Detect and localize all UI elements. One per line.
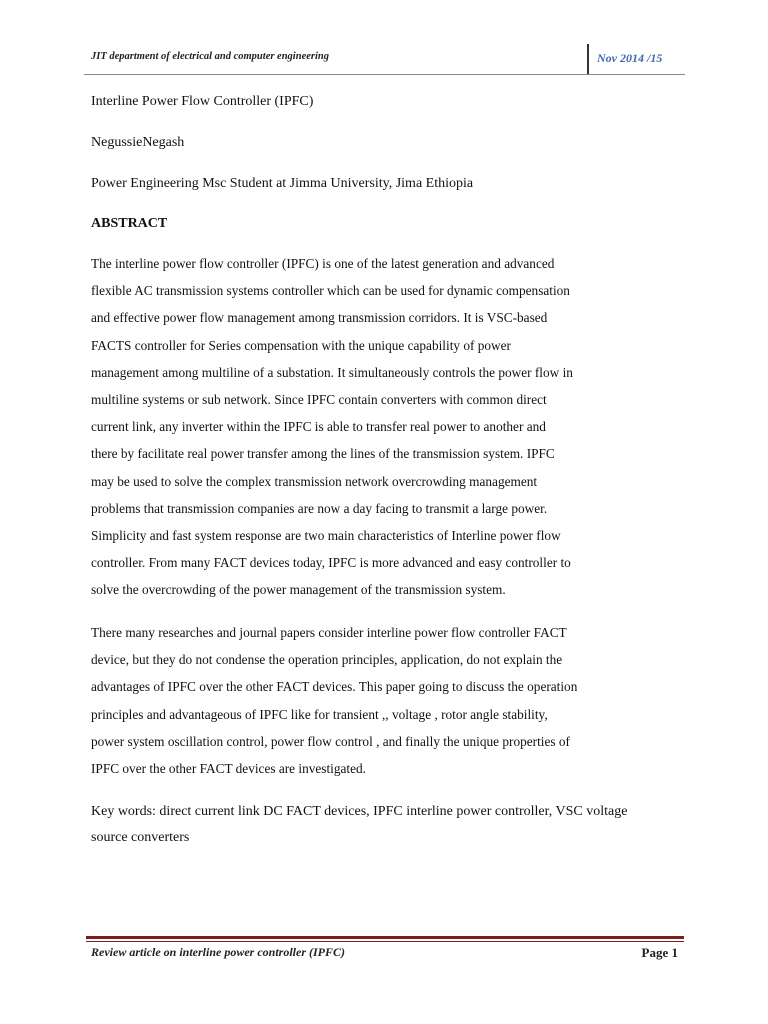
text-line: power system oscillation control, power flow control , and finally the unique properties of bbox=[91, 733, 570, 749]
text-line: FACTS controller for Series compensation with the unique capability of power bbox=[91, 337, 511, 353]
text-line: controller. From many FACT devices today, IPFC is more advanced and easy controller to bbox=[91, 555, 571, 571]
footer-article-title: Review article on interline power controller (IPFC) bbox=[91, 945, 345, 959]
text-line: Simplicity and fast system response are two main characteristics of Interline power flow bbox=[91, 527, 561, 543]
text-line: device, but they do not condense the operation principles, application, do not explain the bbox=[91, 652, 563, 668]
text-line: IPFC over the other FACT devices are investigated. bbox=[91, 760, 366, 776]
text-line: The interline power flow controller (IPFC) is one of the latest generation and advanced bbox=[91, 256, 555, 271]
abstract-paragraph-1 bbox=[91, 250, 691, 603]
document-title: Interline Power Flow Controller (IPFC) bbox=[91, 94, 314, 109]
keywords bbox=[91, 799, 691, 851]
text-line: advantages of IPFC over the other FACT devices. This paper going to discuss the operation bbox=[91, 679, 578, 695]
text-line: Key words: direct current link DC FACT devices, IPFC interline power controller, VSC voltage bbox=[91, 804, 628, 819]
text-line: flexible AC transmission systems controller which can be used for dynamic compensation bbox=[91, 283, 570, 299]
abstract-paragraph-2 bbox=[91, 619, 691, 782]
header-divider bbox=[587, 44, 589, 74]
header-rule bbox=[84, 74, 685, 75]
text-line: current link, any inverter within the IPFC is able to transfer real power to another and bbox=[91, 419, 546, 435]
text-line: source converters bbox=[91, 830, 190, 845]
text-line: There many researches and journal papers consider interline power flow controller FACT bbox=[91, 625, 567, 640]
author-name: NegussieNegash bbox=[91, 135, 185, 150]
text-line: principles and advantageous of IPFC like for transient ,, voltage , rotor angle stability, bbox=[91, 706, 548, 722]
page-number: Page 1 bbox=[641, 945, 678, 960]
footer-rule bbox=[86, 936, 684, 939]
text-line: solve the overcrowding of the power management of the transmission system. bbox=[91, 582, 506, 598]
text-line: problems that transmission companies are now a day facing to transmit a large power. bbox=[91, 500, 548, 516]
abstract-heading: ABSTRACT bbox=[91, 216, 168, 231]
text-line: and effective power flow management among transmission corridors. It is VSC-based bbox=[91, 310, 548, 326]
author-affiliation: Power Engineering Msc Student at Jimma University, Jima Ethiopia bbox=[91, 176, 474, 191]
text-line: there by facilitate real power transfer among the lines of the transmission system. IPFC bbox=[91, 446, 555, 462]
footer-rule-thin bbox=[86, 941, 684, 942]
text-line: multiline systems or sub network. Since IPFC contain converters with common direct bbox=[91, 391, 547, 407]
text-line: may be used to solve the complex transmission network overcrowding management bbox=[91, 473, 538, 489]
header-department: JIT department of electrical and computer engineering bbox=[91, 51, 329, 62]
text-line: management among multiline of a substation. It simultaneously controls the power flow in bbox=[91, 364, 573, 380]
header-date: Nov 2014 /15 bbox=[597, 51, 663, 65]
